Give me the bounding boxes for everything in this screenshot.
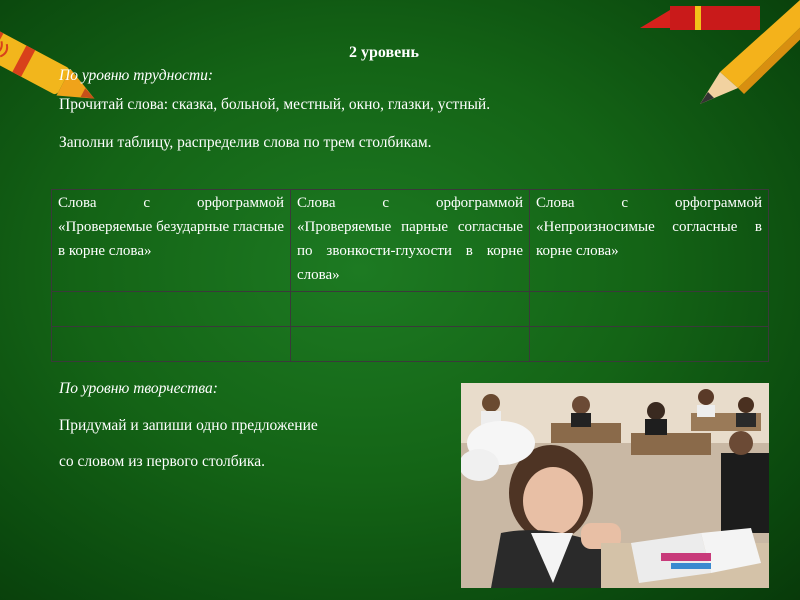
table-header-row xyxy=(52,190,769,292)
page-title: 2 уровень xyxy=(349,44,419,61)
header-cell-paired-consonants: Слова с орфограммой «Проверяемые парные согласные по звонкости-глухости в корне слова» xyxy=(291,190,530,292)
table-cell[interactable] xyxy=(530,327,769,362)
creativity-instruction-line1: Придумай и запиши одно предложение xyxy=(59,417,318,434)
table-cell[interactable] xyxy=(530,292,769,327)
header-cell-silent-consonants: Слова с орфограммой «Непроизносимые согласные в корне слова» xyxy=(530,190,769,292)
table-cell[interactable] xyxy=(52,292,291,327)
table-row xyxy=(52,292,769,327)
header-cell-unstressed-vowels: Слова с орфограммой «Проверяемые безударные гласные в корне слова» xyxy=(52,190,291,292)
creativity-instruction-line2: со словом из первого столбика. xyxy=(59,453,265,470)
creativity-heading: По уровню творчества: xyxy=(59,380,218,397)
table-cell[interactable] xyxy=(291,292,530,327)
instruction-fill-table: Заполни таблицу, распределив слова по трем столбикам. xyxy=(59,134,432,151)
table-cell[interactable] xyxy=(291,327,530,362)
table-cell[interactable] xyxy=(52,327,291,362)
table-row xyxy=(52,327,769,362)
classroom-photo xyxy=(461,383,769,588)
instruction-read-words: Прочитай слова: сказка, больной, местный, окно, глазки, устный. xyxy=(59,96,491,113)
difficulty-heading: По уровню трудности: xyxy=(59,67,214,84)
spelling-table xyxy=(51,189,769,362)
